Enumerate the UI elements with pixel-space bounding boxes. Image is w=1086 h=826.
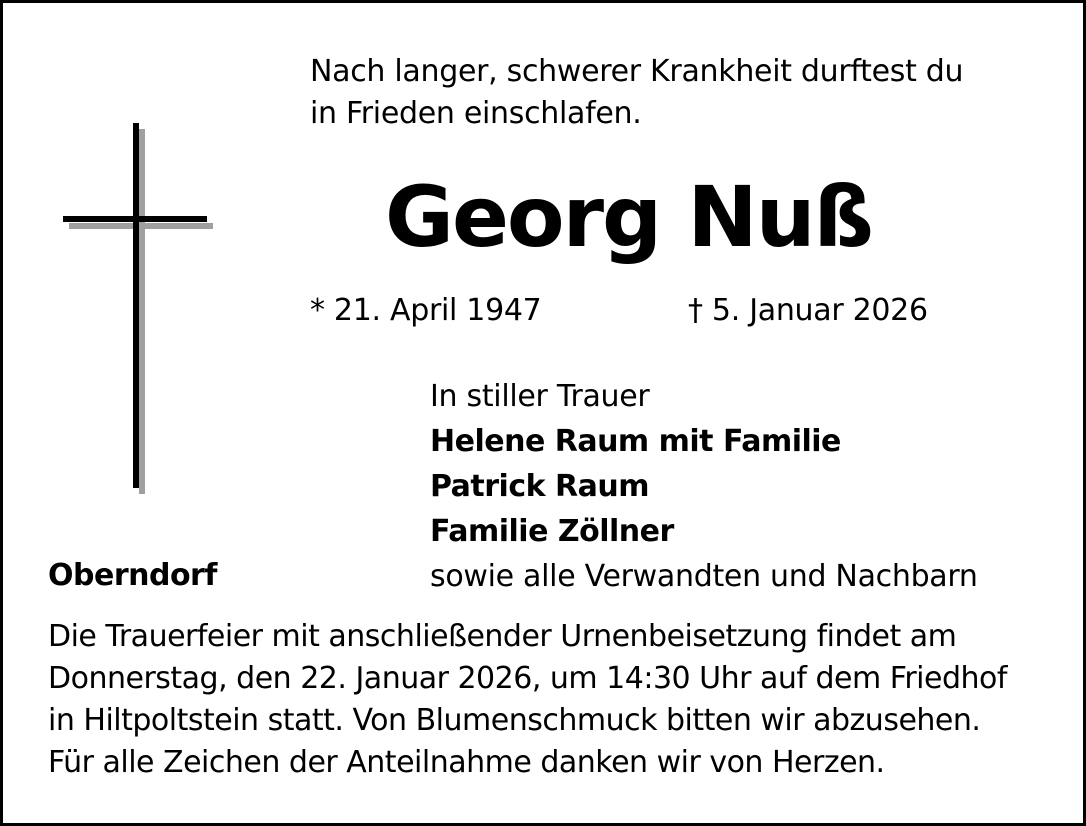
mourners-intro: In stiller Trauer: [430, 379, 650, 414]
intro-line: Nach langer, schwerer Krankheit durftest du: [310, 54, 964, 89]
intro-text: [310, 51, 963, 135]
cross-vertical-bar: [133, 123, 139, 488]
cross-shadow-horizontal: [69, 223, 213, 229]
birth-date: * 21. April 1947: [310, 293, 542, 328]
deceased-name: Georg Nuß: [385, 168, 872, 266]
mourners-closing: sowie alle Verwandten und Nachbarn: [430, 559, 978, 594]
details-line: Die Trauerfeier mit anschließender Urnenbeisetzung findet am: [48, 619, 957, 654]
intro-line: in Frieden einschlafen.: [310, 96, 642, 131]
place-name: Oberndorf: [48, 558, 217, 593]
mourners-block: [430, 374, 978, 599]
details-line: in Hiltpoltstein statt. Von Blumenschmuck bitten wir abzusehen.: [48, 703, 981, 738]
mourner-name: Helene Raum mit Familie: [430, 424, 841, 459]
cross-horizontal-bar: [63, 216, 207, 222]
mourner-name: Patrick Raum: [430, 469, 649, 504]
details-line: Donnerstag, den 22. Januar 2026, um 14:30 Uhr auf dem Friedhof: [48, 661, 1007, 696]
service-details: [48, 616, 1007, 784]
death-date: † 5. Januar 2026: [688, 293, 928, 328]
cross-shadow-vertical: [139, 129, 145, 494]
mourner-name: Familie Zöllner: [430, 514, 674, 549]
details-line: Für alle Zeichen der Anteilnahme danken wir von Herzen.: [48, 745, 885, 780]
